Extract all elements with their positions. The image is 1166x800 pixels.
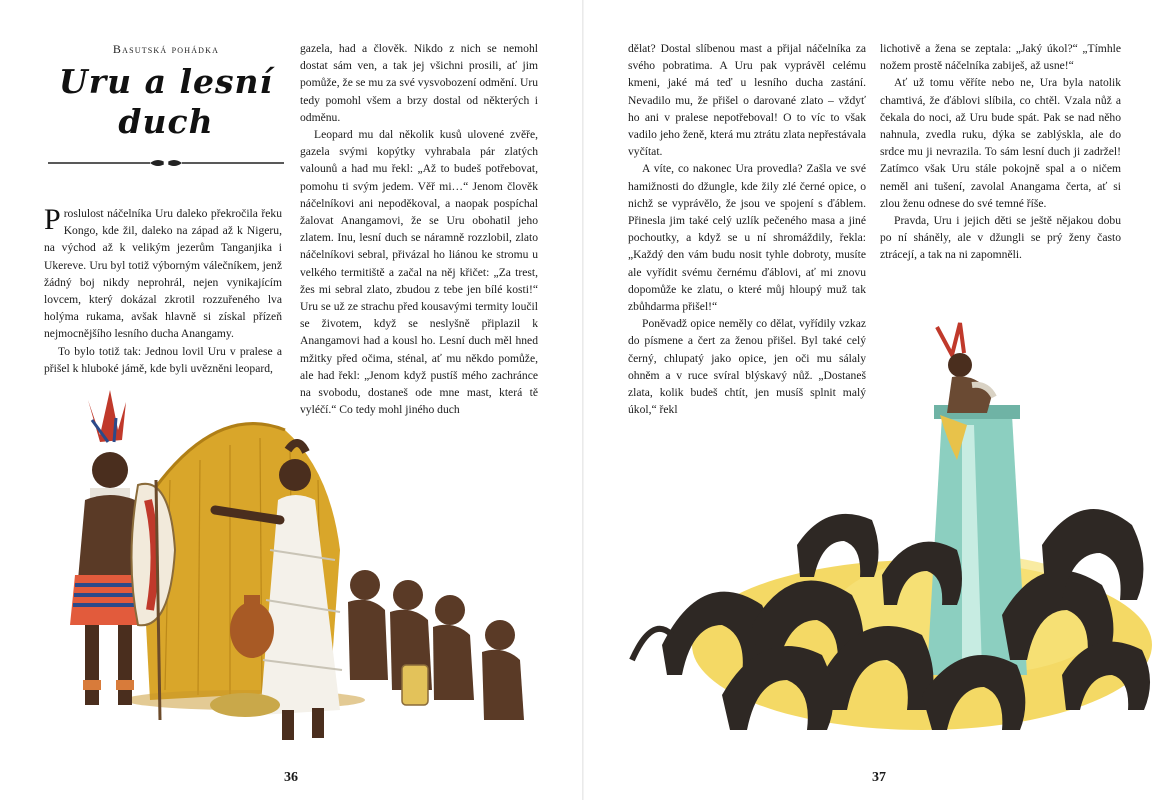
children-illustration: [348, 570, 524, 720]
drum-illustration: [402, 665, 428, 705]
illustration-monkeys-scene: [622, 315, 1162, 765]
story-kicker: Basutská pohádka: [112, 42, 220, 56]
illustration-village-scene: [30, 380, 550, 765]
warrior-uru-illustration: [70, 390, 175, 720]
story-title: [55, 62, 277, 142]
left-column-2: [300, 40, 538, 418]
paragraph: Poněvadž opice neměly co dělat, vyřídily vzkaz do písmene a čert za ženou přišel. Byl také celý černý, chlupatý jako opice, jen oči mu sálaly ohněm a v ruce svíral blýskavý nůž. „Dostaneš zlata, kolik budeš chtít, jen musíš splnit malý úkol,“ řekl: [628, 317, 866, 417]
paragraph: Ať už tomu věříte nebo ne, Ura byla natolik chamtivá, že ďáblovi slíbila, co chtěl. Vzala nůž a čekala do noci, až Uru bude spát. Pak se nad něho nahnula, zvedla ruku, dýka se zablýskla, ale do srdce mu ji nevrazila. To sám lesní duch ji zadržel! Zatímco však Uru stále pokojně spal a o ničem neměl ani tušení, zavolal Anangama čerta, ať si zlou ženu odnese do své temné říše.: [880, 76, 1121, 210]
paragraph: dělat? Dostal slíbenou mast a přijal náčelníka za svého pobratima. A Uru pak vyprávěl celému kmeni, jaké má teď u lesního ducha zastání. Nevadilo mu, že přišel o darované zlato – vždyť ho ani v pralese nepotřeboval! O to víc to však vadilo jeho ženě, která mu ztrátu zlata nepřestávala vyčítat.: [628, 42, 866, 159]
paragraph: lichotivě a žena se zeptala: „Jaký úkol?“ „Tímhle nožem prostě náčelníka zabiješ, až usne!“: [880, 42, 1121, 73]
paragraph: Proslulost náčelníka Uru daleko překročila řeku Kongo, kde žil, daleko na západ až k Nigeru, na východ až k velikým jezerům Tanganjika i Ukereve. Uru byl totiž výborným válečníkem, jenž žádný boj nikdy neprohrál, nejen vynikajícím lovcem, který dokázal zkrotil rozzuřeného lva holýma rukama, avšak hlavně si získal přízeň nejmocnějšího lesního ducha Anangamy.: [44, 203, 282, 341]
left-column-1: [44, 205, 282, 377]
right-page: [584, 0, 1166, 800]
basket-illustration: [210, 693, 280, 717]
paragraph: A víte, co nakonec Ura provedla? Zašla ve své hamižnosti do džungle, kde žily zlé černé opice, o nichž se vyprávělo, že jsou ve spojení s ďáblem. Přinesla jim také celý uzlík pečeného masa a jiné pochoutky, a když se u ní shromáždily, řekla: „Každý den vám budu nosit tyhle dobroty, musíte ale vyřídit svému černému ďáblovi, ať mi znovu dopomůže ke zlatu, o které můj hloupý muž tak zbůhdarma přišel!“: [628, 162, 866, 314]
title-ornament-divider: [48, 156, 284, 170]
right-column-2: [880, 40, 1121, 264]
paragraph: To bylo totiž tak: Jednou lovil Uru v pralese a přišel k hluboké jámě, kde byli uvězněni leopard,: [44, 344, 282, 375]
paragraph: Pravda, Uru i jejich děti se ještě nějakou dobu po ní sháněly, ale v džungli se prý ženy často ztrácejí, a tak na ni zapomněli.: [880, 214, 1121, 262]
page-number-left: 36: [284, 770, 298, 785]
story-title-line1: Uru a lesní: [58, 62, 274, 101]
paragraph: gazela, had a člověk. Nikdo z nich se nemohl dostat sám ven, a tak jej všichni prosili, ať jim pomůže, že se mu za své vysvobození odmění. Uru tedy pomohl všem a brzy dostal od některých i odměnu.: [300, 42, 538, 124]
story-title-line2: duch: [118, 102, 214, 141]
drop-cap: P: [44, 203, 61, 236]
left-page: [0, 0, 582, 800]
page-number-right: 37: [872, 770, 886, 785]
paragraph: Leopard mu dal několik kusů ulovené zvěře, gazela svými kopýtky vyhrabala pár zlatých valounů a had mu řekl: „Až to budeš potřebovat, pomohu ti svým jedem. Věř mi…“ Jenom člověk náčelníkovi ani nepoděkoval, a naopak pospíchal žalovat Anangamovi, že se Uru obohatil jeho zlatem. Inu, lesní duch se náramně rozzlobil, zlato náčelníkovi sebral, přivázal ho liánou ke stromu u velkého termitiště a začal na něj křičet: „Za trest, žes mi sebral zlato, zbudou z tebe jen bílé kosti!“ Uru se už ze strachu před kousavými termity loučil se životem, když se neslyšně připlazil k Anangamovi had a kousl ho. Lesní duch měl hned mžitky před očima, sténal, ať mu někdo pomůže, ale had řekl: „Jenom když pustíš mého zachránce na svobodu, dostaneš ode mne mast, která tě vyléčí.“ Co tedy mohl jiného duch: [300, 128, 538, 417]
